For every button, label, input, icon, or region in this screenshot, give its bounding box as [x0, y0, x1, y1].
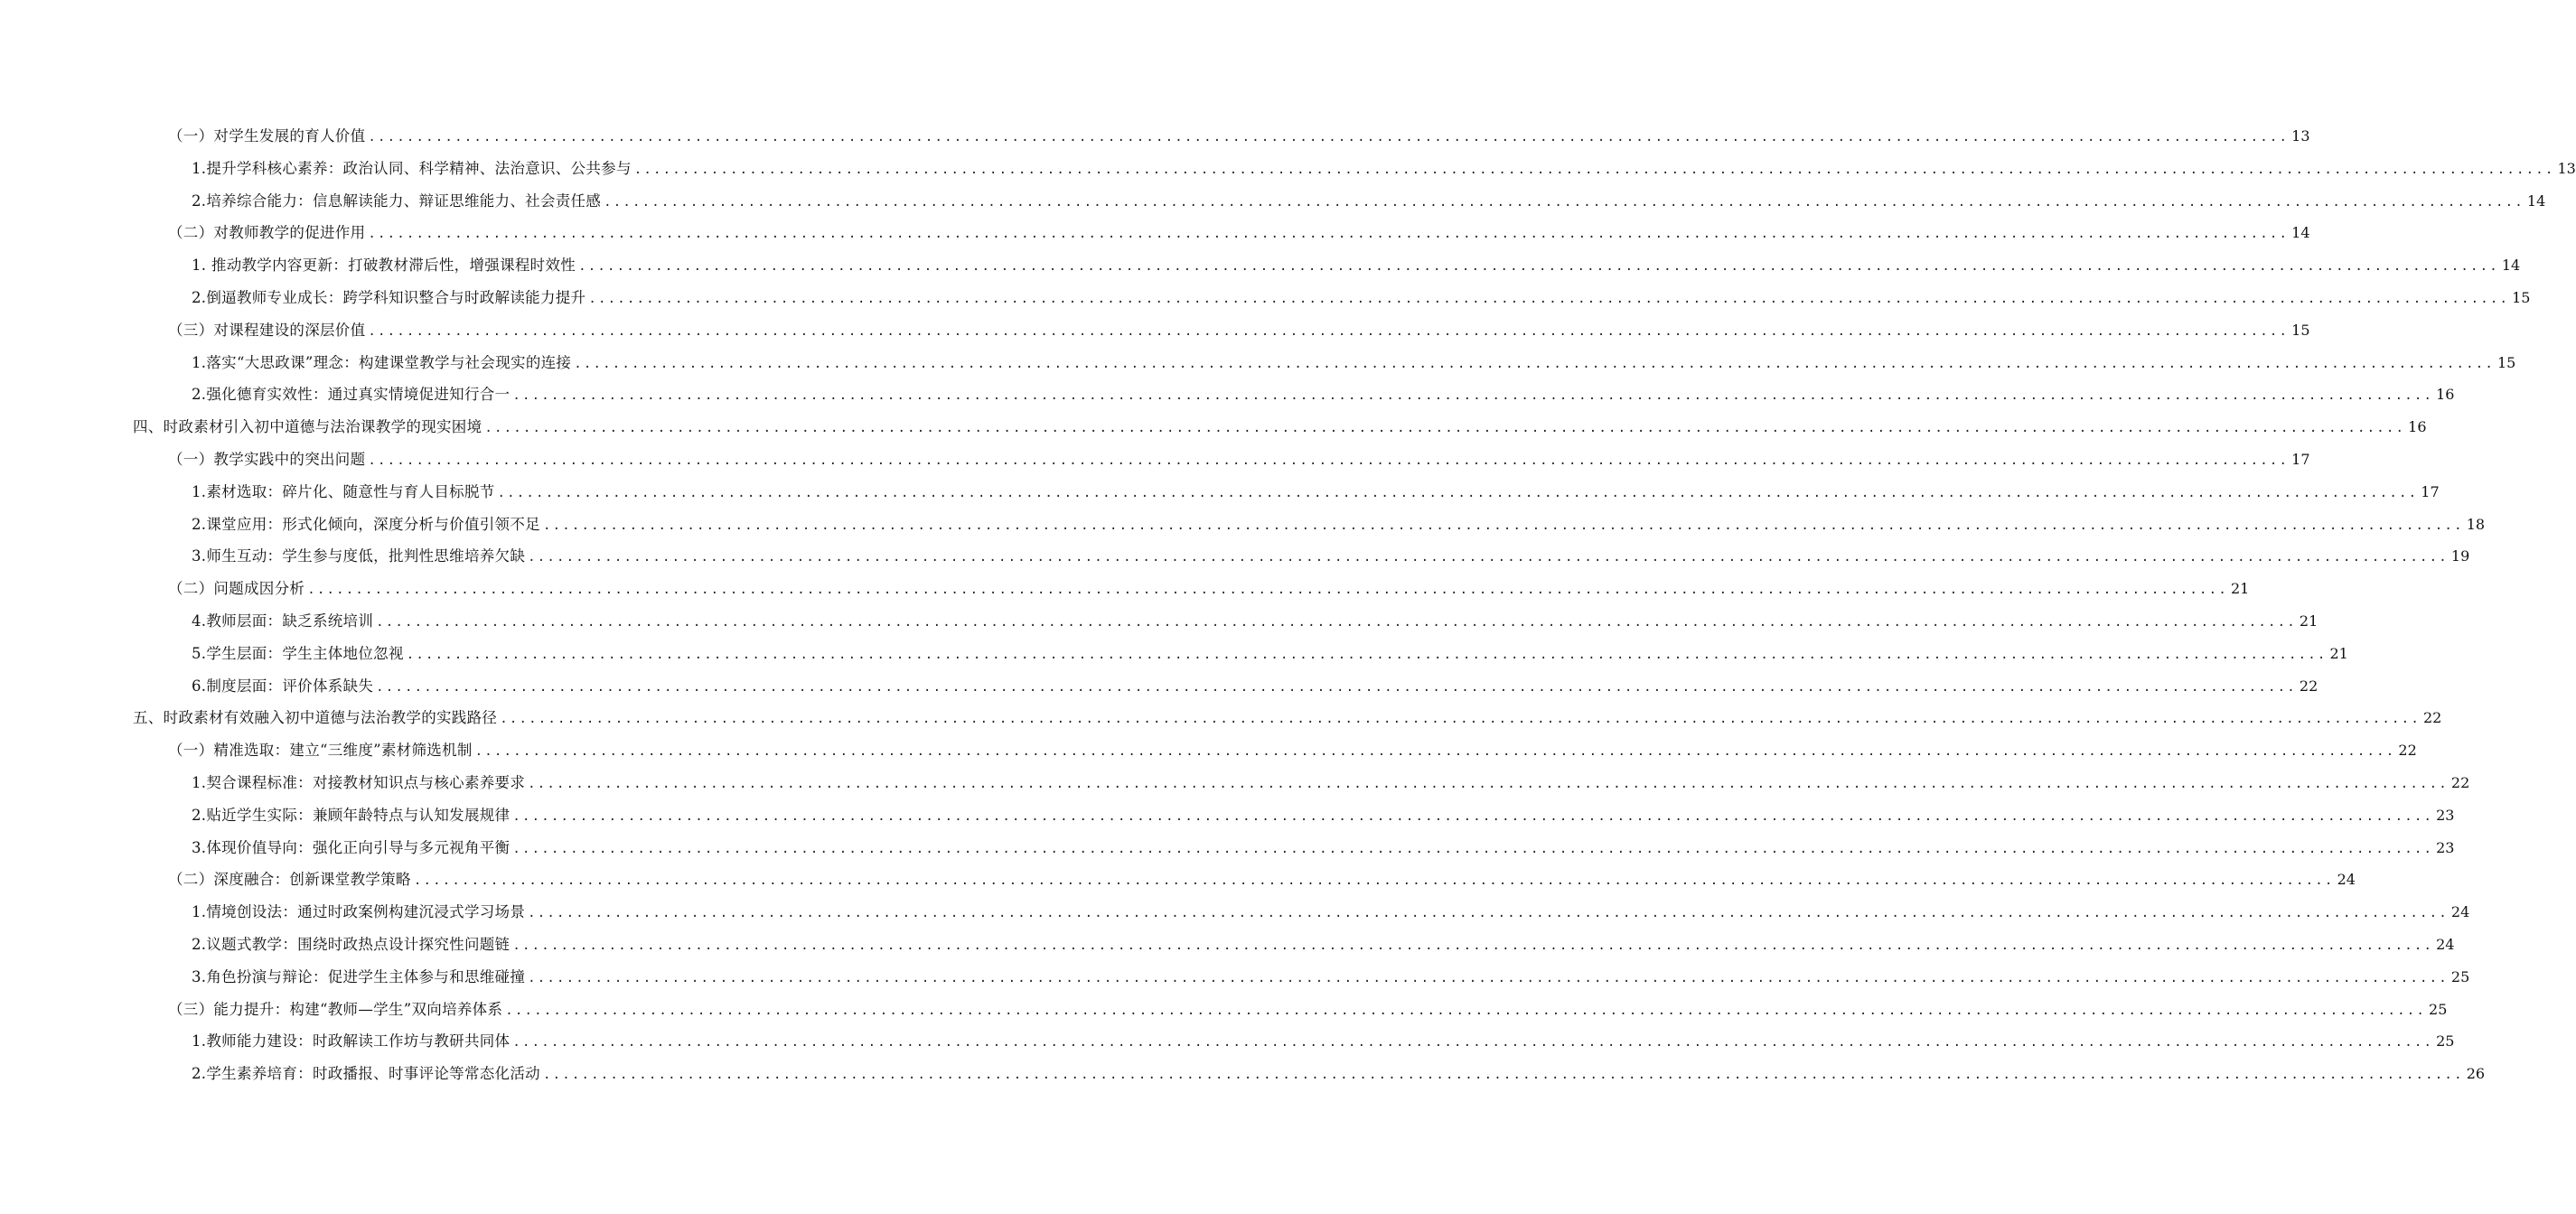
toc-entry-title: 2.课堂应用：形式化倾向，深度分析与价值引领不足: [192, 515, 540, 533]
toc-dot-leader: ........................................................................................................................................................................................................: [368, 130, 2290, 145]
toc-entry[interactable]: [0, 929, 2455, 961]
toc-entry-title: 四、时政素材引入初中道德与法治课教学的现实困境: [133, 418, 482, 436]
toc-entry[interactable]: [0, 961, 2470, 994]
toc-entry-title: 3.角色扮演与辩论：促进学生主体参与和思维碰撞: [192, 967, 526, 985]
toc-dot-leader: ........................................................................................................................................................................................................: [368, 453, 2290, 468]
toc-entry-page-number: 22: [2398, 742, 2417, 760]
toc-dot-leader: ........................................................................................................................................................................................................: [497, 485, 2419, 500]
toc-entry[interactable]: [0, 509, 2486, 541]
toc-entry-page-number: 14: [2526, 191, 2546, 210]
toc-dot-leader: ........................................................................................................................................................................................................: [528, 906, 2449, 921]
toc-entry[interactable]: [0, 994, 2448, 1026]
toc-entry-title: 1.教师能力建设：时政解读工作坊与教研共同体: [192, 1032, 511, 1051]
toc-entry[interactable]: [0, 282, 2531, 314]
toc-entry-title: （三）对课程建设的深层价值: [168, 321, 366, 339]
toc-entry[interactable]: [0, 605, 2318, 638]
toc-dot-leader: ........................................................................................................................................................................................................: [406, 647, 2328, 662]
toc-entry-page-number: 26: [2466, 1065, 2486, 1083]
toc-entry[interactable]: [0, 476, 2440, 509]
toc-dot-leader: ........................................................................................................................................................................................................: [512, 808, 2434, 824]
toc-entry-page-number: 22: [2299, 677, 2318, 695]
toc-dot-leader: ........................................................................................................................................................................................................: [512, 938, 2434, 953]
toc-dot-leader: ........................................................................................................................................................................................................: [413, 873, 2335, 889]
toc-entry-page-number: 13: [2557, 159, 2576, 177]
toc-entry-title: 2.倒逼教师专业成长：跨学科知识整合与时政解读能力提升: [192, 288, 586, 306]
toc-entry[interactable]: [0, 444, 2310, 476]
toc-entry[interactable]: [0, 638, 2348, 670]
toc-entry-title: 2.议题式教学：围绕时政热点设计探究性问题链: [192, 935, 511, 953]
toc-dot-leader: ........................................................................................................................................................................................................: [368, 227, 2290, 242]
toc-entry-title: 2.强化德育实效性：通过真实情境促进知行合一: [192, 386, 511, 404]
toc-entry-page-number: 13: [2291, 127, 2310, 145]
toc-entry-page-number: 15: [2291, 321, 2310, 339]
toc-entry-page-number: 21: [2299, 612, 2318, 630]
toc-entry[interactable]: [0, 347, 2516, 379]
toc-entry-title: 1. 推动教学内容更新：打破教材滞后性，增强课程时效性: [192, 257, 576, 275]
toc-dot-leader: ........................................................................................................................................................................................................: [505, 1003, 2427, 1018]
toc-entry[interactable]: [0, 864, 2356, 896]
toc-entry[interactable]: [0, 314, 2310, 347]
toc-entry-page-number: 25: [2450, 967, 2470, 985]
toc-entry-title: 1.契合课程标准：对接教材知识点与核心素养要求: [192, 773, 526, 791]
toc-dot-leader: ........................................................................................................................................................................................................: [604, 194, 2524, 210]
toc-dot-leader: ........................................................................................................................................................................................................: [376, 614, 2297, 630]
toc-dot-leader: ........................................................................................................................................................................................................: [528, 970, 2449, 985]
toc-entry[interactable]: [0, 832, 2455, 864]
toc-entry[interactable]: [0, 734, 2417, 767]
toc-entry[interactable]: [0, 153, 2576, 185]
toc-entry[interactable]: [0, 249, 2521, 282]
toc-dot-leader: ........................................................................................................................................................................................................: [633, 162, 2555, 177]
toc-entry-page-number: 17: [2421, 482, 2440, 500]
toc-entry-page-number: 21: [2230, 580, 2250, 598]
toc-entry-title: （一）精准选取：建立“三维度”素材筛选机制: [168, 742, 473, 760]
toc-dot-leader: ........................................................................................................................................................................................................: [484, 421, 2406, 436]
toc-entry[interactable]: [0, 378, 2455, 411]
toc-entry-title: 3.体现价值导向：强化正向引导与多元视角平衡: [192, 838, 511, 856]
toc-entry-title: 1.素材选取：碎片化、随意性与育人目标脱节: [192, 482, 495, 500]
toc-entry-title: 1.提升学科核心素养：政治认同、科学精神、法治意识、公共参与: [192, 159, 632, 177]
toc-entry[interactable]: [0, 185, 2546, 218]
toc-entry-page-number: 21: [2329, 644, 2348, 662]
toc-entry-title: 1.落实“大思政课”理念：构建课堂教学与社会现实的连接: [192, 353, 572, 371]
toc-entry-page-number: 22: [2450, 773, 2470, 791]
toc-entry-title: （二）深度融合：创新课堂教学策略: [168, 871, 411, 889]
toc-entry-page-number: 22: [2422, 709, 2442, 727]
toc-entry-title: （二）对教师教学的促进作用: [168, 224, 366, 242]
toc-dot-leader: ........................................................................................................................................................................................................: [307, 583, 2228, 598]
toc-dot-leader: ........................................................................................................................................................................................................: [512, 388, 2434, 404]
toc-entry[interactable]: [0, 217, 2310, 249]
toc-dot-leader: ........................................................................................................................................................................................................: [376, 679, 2297, 695]
toc-entry-page-number: 23: [2436, 838, 2455, 856]
toc-dot-leader: ........................................................................................................................................................................................................: [500, 712, 2421, 727]
toc-entry-page-number: 16: [2436, 386, 2455, 404]
toc-entry-page-number: 23: [2436, 806, 2455, 824]
toc-entry-page-number: 14: [2291, 224, 2310, 242]
toc-entry[interactable]: [0, 1025, 2455, 1058]
table-of-contents: [0, 120, 2576, 1090]
toc-entry-title: 5.学生层面：学生主体地位忽视: [192, 644, 404, 662]
toc-dot-leader: ........................................................................................................................................................................................................: [574, 356, 2495, 371]
toc-entry[interactable]: [0, 1058, 2486, 1090]
toc-dot-leader: ........................................................................................................................................................................................................: [542, 1068, 2464, 1083]
toc-dot-leader: ........................................................................................................................................................................................................: [474, 744, 2396, 760]
toc-entry-title: 6.制度层面：评价体系缺失: [192, 677, 374, 695]
toc-entry[interactable]: [0, 411, 2427, 444]
toc-dot-leader: ........................................................................................................................................................................................................: [528, 776, 2449, 791]
toc-entry-page-number: 18: [2466, 515, 2486, 533]
toc-entry-title: （三）能力提升：构建“教师—学生”双向培养体系: [168, 1000, 503, 1018]
toc-entry[interactable]: [0, 767, 2470, 799]
toc-entry-title: （一）教学实践中的突出问题: [168, 450, 366, 468]
toc-dot-leader: ........................................................................................................................................................................................................: [588, 291, 2510, 306]
toc-entry-title: 2.培养综合能力：信息解读能力、辩证思维能力、社会责任感: [192, 191, 602, 210]
toc-entry-page-number: 17: [2291, 450, 2310, 468]
toc-entry-title: 五、时政素材有效融入初中道德与法治教学的实践路径: [133, 709, 498, 727]
toc-entry-title: 1.情境创设法：通过时政案例构建沉浸式学习场景: [192, 903, 526, 921]
toc-entry-title: 2.贴近学生实际：兼顾年龄特点与认知发展规律: [192, 806, 511, 824]
toc-entry[interactable]: [0, 896, 2470, 929]
toc-entry-page-number: 25: [2436, 1032, 2455, 1051]
toc-entry[interactable]: [0, 702, 2442, 734]
toc-entry[interactable]: [0, 670, 2318, 703]
toc-entry-page-number: 24: [2450, 903, 2470, 921]
toc-entry-page-number: 14: [2501, 257, 2521, 275]
toc-entry-page-number: 24: [2337, 871, 2356, 889]
toc-entry-title: 3.师生互动：学生参与度低，批判性思维培养欠缺: [192, 547, 526, 565]
toc-entry-title: （一）对学生发展的育人价值: [168, 127, 366, 145]
toc-entry[interactable]: [0, 573, 2250, 605]
toc-dot-leader: ........................................................................................................................................................................................................: [578, 259, 2499, 275]
toc-entry-title: 4.教师层面：缺乏系统培训: [192, 612, 374, 630]
toc-dot-leader: ........................................................................................................................................................................................................: [528, 550, 2449, 565]
toc-dot-leader: ........................................................................................................................................................................................................: [542, 518, 2464, 533]
toc-entry-title: （二）问题成因分析: [168, 580, 305, 598]
toc-entry[interactable]: [0, 799, 2455, 832]
toc-entry-title: 2.学生素养培育：时政播报、时事评论等常态化活动: [192, 1065, 540, 1083]
toc-entry-page-number: 24: [2436, 935, 2455, 953]
toc-entry-page-number: 19: [2450, 547, 2470, 565]
toc-entry-page-number: 15: [2496, 353, 2516, 371]
toc-dot-leader: ........................................................................................................................................................................................................: [512, 1035, 2434, 1051]
toc-entry-page-number: 16: [2408, 418, 2427, 436]
toc-entry-page-number: 25: [2429, 1000, 2448, 1018]
toc-dot-leader: ........................................................................................................................................................................................................: [368, 323, 2290, 339]
toc-entry[interactable]: [0, 540, 2470, 573]
toc-dot-leader: ........................................................................................................................................................................................................: [512, 841, 2434, 856]
toc-entry[interactable]: [0, 120, 2310, 153]
toc-entry-page-number: 15: [2512, 288, 2531, 306]
